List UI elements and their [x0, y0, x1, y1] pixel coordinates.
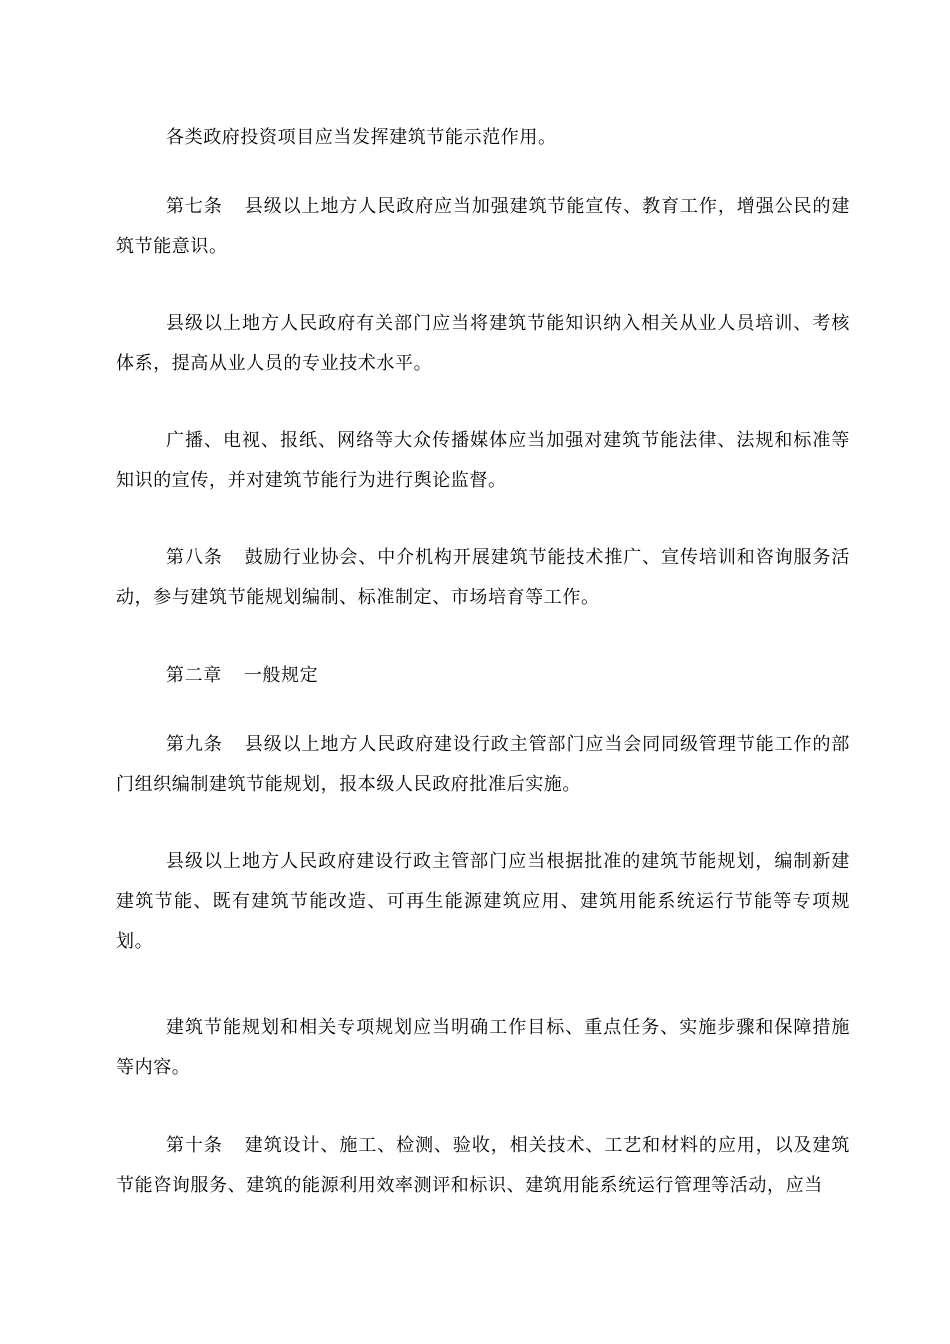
- chapter-number: 第二章: [166, 665, 222, 686]
- paragraph-9: [116, 1008, 850, 1088]
- paragraph-3: [116, 304, 850, 384]
- article-8-paragraph: [116, 538, 850, 618]
- paragraph-text: 县级以上地方人民政府应当加强建筑节能宣传、教育工作，增强公民的建筑节能意识。: [116, 196, 850, 257]
- paragraph-text: 建筑设计、施工、检测、验收，相关技术、工艺和材料的应用，以及建筑节能咨询服务、建筑的能源利用效率测评和标识、建筑用能系统运行管理等活动，应当: [116, 1135, 850, 1196]
- paragraph-8: [116, 842, 850, 962]
- paragraph-text: 县级以上地方人民政府建设行政主管部门应当根据批准的建筑节能规划，编制新建建筑节能、既有建筑节能改造、可再生能源建筑应用、建筑用能系统运行节能等专项规划。: [116, 851, 850, 952]
- paragraph-text: 县级以上地方人民政府有关部门应当将建筑节能知识纳入相关从业人员培训、考核体系，提高从业人员的专业技术水平。: [116, 313, 850, 374]
- article-number: 第十条: [166, 1135, 223, 1156]
- chapter-heading: [116, 656, 850, 696]
- article-number: 第九条: [166, 734, 223, 755]
- paragraph-text: 县级以上地方人民政府建设行政主管部门应当会同同级管理节能工作的部门组织编制建筑节能规划，报本级人民政府批准后实施。: [116, 734, 850, 795]
- article-number: 第七条: [166, 196, 223, 217]
- article-10-paragraph: [116, 1126, 850, 1206]
- article-7-paragraph: [116, 187, 850, 267]
- paragraph-text: 广播、电视、报纸、网络等大众传播媒体应当加强对建筑节能法律、法规和标准等知识的宣传，并对建筑节能行为进行舆论监督。: [116, 430, 850, 491]
- article-9-paragraph: [116, 725, 850, 805]
- article-number: 第八条: [166, 547, 223, 568]
- chapter-title: 一般规定: [243, 665, 319, 686]
- paragraph-4: [116, 421, 850, 501]
- paragraph-text: 各类政府投资项目应当发挥建筑节能示范作用。: [166, 127, 557, 148]
- paragraph-text: 建筑节能规划和相关专项规划应当明确工作目标、重点任务、实施步骤和保障措施等内容。: [116, 1017, 850, 1078]
- paragraph-text: 鼓励行业协会、中介机构开展建筑节能技术推广、宣传培训和咨询服务活动，参与建筑节能规划编制、标准制定、市场培育等工作。: [116, 547, 850, 608]
- paragraph-1: [116, 118, 850, 158]
